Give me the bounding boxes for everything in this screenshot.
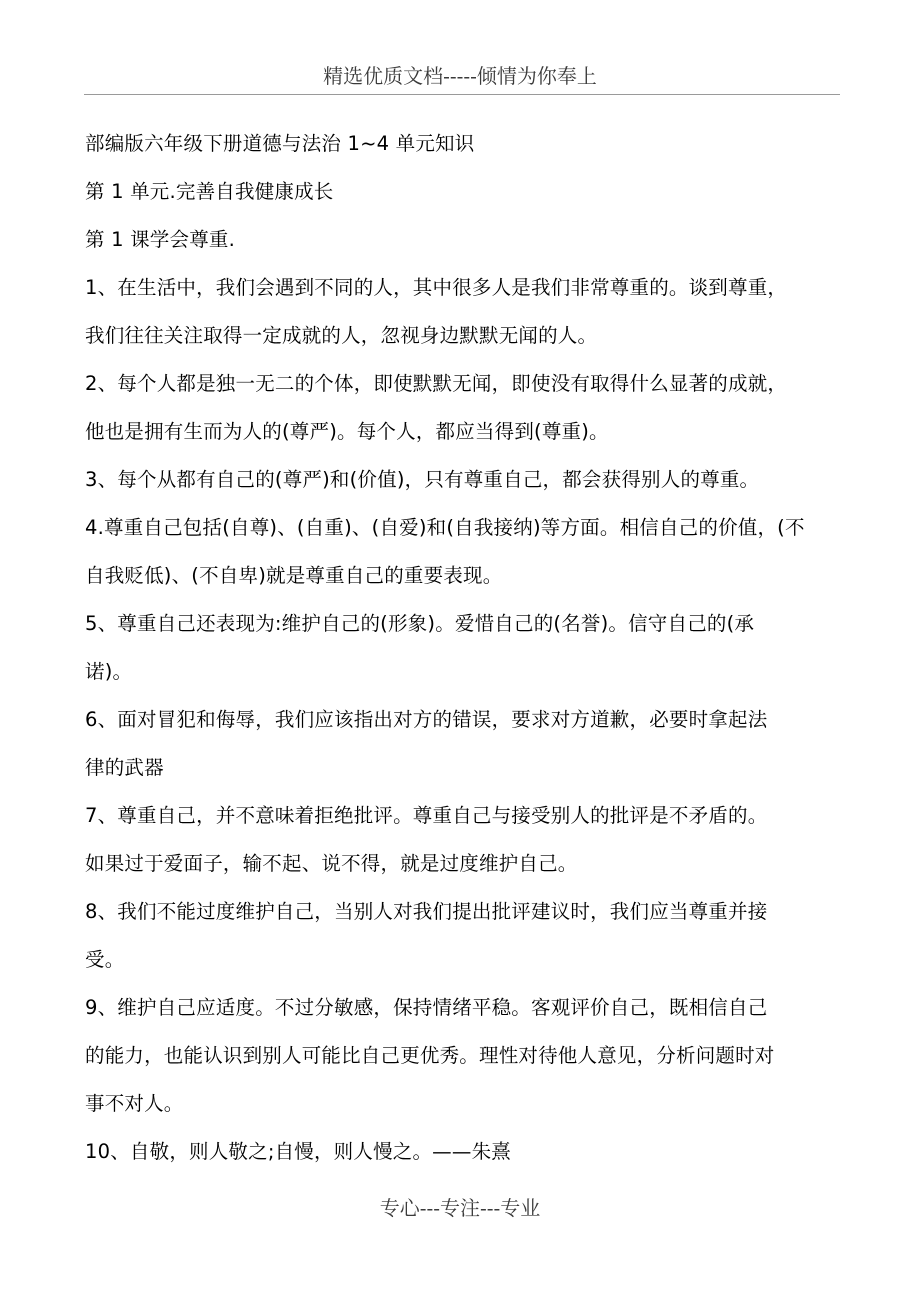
text-line-7: 自我贬低)、(不自卑)就是尊重自己的重要表现。 [85, 564, 503, 587]
page-footer: 专心---专注---专业 [379, 1196, 541, 1220]
page-header: 精选优质文档-----倾情为你奉上 [323, 64, 597, 88]
text-line-2: 我们往往关注取得一定成就的人，忽视身边默默无闻的人。 [85, 324, 598, 347]
text-line-4: 他也是拥有生而为人的(尊严)。每个人，都应当得到(尊重)。 [85, 420, 609, 443]
text-line-6: 4.尊重自己包括(自尊)、(自重)、(自爱)和(自我接纳)等方面。相信自己的价值，(不 [85, 516, 805, 539]
text-line-1: 1、在生活中，我们会遇到不同的人，其中很多人是我们非常尊重的。谈到尊重， [85, 276, 788, 299]
text-line-18: 事不对人。 [85, 1092, 184, 1115]
text-line-5: 3、每个从都有自己的(尊严)和(价值)，只有尊重自己，都会获得别人的尊重。 [85, 468, 760, 491]
document-title: 部编版六年级下册道德与法治 1~4 单元知识 [85, 132, 475, 155]
unit-heading: 第 1 单元.完善自我健康成长 [85, 180, 334, 203]
text-line-15: 受。 [85, 948, 125, 971]
text-line-13: 如果过于爱面子，输不起、说不得，就是过度维护自己。 [85, 852, 578, 875]
header-divider [84, 94, 840, 95]
text-line-9: 诺)。 [85, 660, 133, 683]
text-line-16: 9、维护自己应适度。不过分敏感，保持情绪平稳。客观评价自己，既相信自己 [85, 996, 768, 1019]
text-line-12: 7、尊重自己，并不意味着拒绝批评。尊重自己与接受别人的批评是不矛盾的。 [85, 804, 768, 827]
text-line-8: 5、尊重自己还表现为:维护自己的(形象)。爱惜自己的(名誉)。信守自己的(承 [85, 612, 755, 635]
text-line-10: 6、面对冒犯和侮辱，我们应该指出对方的错误，要求对方道歉，必要时拿起法 [85, 708, 768, 731]
text-line-19: 10、自敬，则人敬之;自慢，则人慢之。——朱熹 [85, 1140, 511, 1163]
document-body [85, 120, 845, 1176]
text-line-17: 的能力，也能认识到别人可能比自己更优秀。理性对待他人意见，分析问题时对 [85, 1044, 775, 1067]
text-line-3: 2、每个人都是独一无二的个体，即使默默无闻，即使没有取得什么显著的成就， [85, 372, 788, 395]
text-line-11: 律的武器 [85, 756, 164, 779]
text-line-14: 8、我们不能过度维护自己，当别人对我们提出批评建议时，我们应当尊重并接 [85, 900, 768, 923]
lesson-heading: 第 1 课学会尊重. [85, 228, 236, 251]
